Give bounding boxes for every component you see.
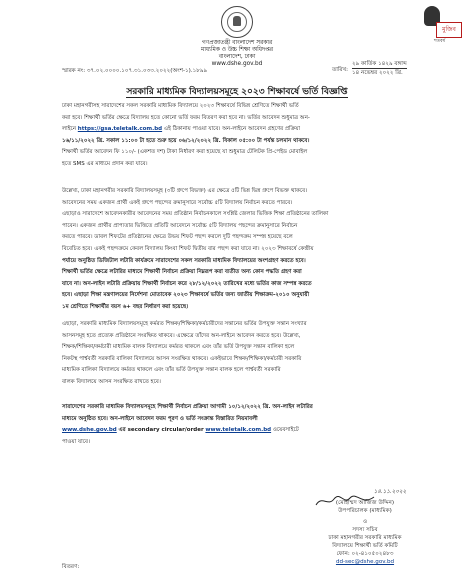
p1-line: ঢাকা মহানগরীসহ সারাদেশের সকল সরকারি মাধ্যমিক বিদ্যালয়ে ২০২৩ শিক্ষাবর্ষে বিভিন্ন শ্রেণিতে শিক্ষার্থী ভর্তি [62,103,299,109]
p2-line: এছাড়াও সারাদেশে আবেদনকারীর আবেদনের সময় প্রতিষ্ঠান নির্বাচনকালে সংশ্লিষ্ট জেলার ভিত্তিক শিক্ষা প্রতিষ্ঠানের তালিকা [62,211,329,218]
p1-line: করা হবে। শিক্ষার্থী ভর্তির ক্ষেত্রে বিদ্যালয় হতে কোনো ভর্তি ফরম বিতরণ করা হবে না। ভর্তির আবেদন শুধুমাত্র অন- [62,114,310,121]
p3-line: মাধ্যমিক বালিকা বিদ্যালয়ে কর্মরত থাকলে এবং তাঁর ভর্তি উপযুক্ত সন্তান বালক হলে পার্শ্ববর্তী সরকারি [62,367,281,374]
p2-line: হবে। এছাড়া শিক্ষা মন্ত্রণালয়ের নির্দেশনা মোতাবেক ২০২৩ শিক্ষাবর্ষে ভর্তির জন্য জাতীয় শিক্ষাক্রম-২০১০ অনুযায়ী [62,292,310,299]
p2-line: পর্যায়ে অনুষ্ঠিত ডিজিটাল লটারি কার্যক্রমে সারাদেশের সকল সরকারি মাধ্যমিক বিদ্যালয়ের অংশগ্রহণ করতে হবে। [62,257,306,264]
header-city: বাংলাদেশ, ঢাকা [218,54,256,60]
p3-line: এছাড়া, সরকারি মাধ্যমিক বিদ্যালয়সমূহে কর্মরত শিক্ষক/শিক্ষিকা/কর্মচারীদের সন্তানের ভর্তির উপযুক্ত সন্তান সংখ্যার [62,321,307,327]
date-english: ১৪ নভেম্বর ২০২২ খ্রি. [352,70,403,76]
p1-line: লাইনে https://gsa.teletalk.com.bd এই ঠিকানায় পাওয়া যাবে। অন-লাইনে আবেদন গ্রহণের প্রক্রিয়া [62,126,301,133]
committee-line-2: বিদ্যালয়ে শিক্ষার্থী ভর্তি কমিটি [332,543,398,549]
signer-and: ও [362,519,368,525]
p3-line: নিকটস্থ পার্শ্ববর্তী সরকারি বালিকা বিদ্যালয়ে আসন সংরক্ষিত থাকবে। একইভাবে শিক্ষক/শিক্ষিকা/কর্মচারী সরকারি [62,355,302,362]
signer-name: (মোহাম্মদ আজিজ উদ্দিন) [335,500,395,506]
header-office: মাধ্যমিক ও উচ্চ শিক্ষা অধিদপ্তর [201,47,273,53]
date-bangla: ২৯ কার্তিক ১৪২৯ বঙ্গাব্দ [352,61,407,67]
p4-line: পাওয়া যাবে। [62,438,90,445]
p1-line: ১৬/১১/২০২২ খ্রি. সকাল ১১:০০ টা হতে শুরু হয়ে ০৬/১২/২০২২ খ্রি. বিকাল ০৫:০০ টা পর্যন্ত চলমান থাকবে। [62,137,310,144]
p2-line: যাবে না। অন-লাইন লটারি প্রক্রিয়ায় শিক্ষার্থী নির্বাচন করে ২৮/১২/২০২২ তারিখের মধ্যে ভর্তির কাজ সম্পন্ন করতে [62,280,312,287]
paragraph-2 [62,186,424,314]
signer-designation: উপপরিচালক (মাধ্যমিক) [338,508,392,514]
p2-line: শিক্ষার্থী ভর্তির ক্ষেত্রে লটারির মাধ্যমে শিক্ষার্থী নির্বাচন প্রক্রিয়া নিম্নরূপ করা ব্যতীত অন্য কোন পদ্ধতি গ্রহণ করা [62,269,302,276]
teletalk-link[interactable]: www.teletalk.com.bd [205,427,272,434]
p2-line: পাবেন। একজন প্রার্থীর প্রাপ্যতার ভিত্তিতে প্রতিটি আবেদনে সর্বোচ্চ ৫টি বিদ্যালয় পছন্দের ক্রমানুসারে নির্বাচন [62,222,298,229]
paragraph-1 [62,101,424,171]
p4-line: মাধ্যমে অনুষ্ঠিত হবে। অন-লাইনে আবেদন ফরম পূরণ ও ভর্তি সংক্রান্ত বিস্তারিত নিয়মাবলী [62,415,258,422]
ref-number: ৩৭.০২.০০০০.১০৭.৩১.০৩৩.২০২২(অংশ-১).১৮৯৯ [86,68,208,74]
committee-line-1: ঢাকা মহানগরীর সরকারি মাধ্যমিক [328,535,402,541]
dshe-link[interactable]: www.dshe.gov.bd [62,427,117,434]
header-gov: গণপ্রজাতন্ত্রী বাংলাদেশ সরকার [201,40,273,46]
p2-line: ১ম শ্রেণিতে শিক্ষার্থীর বয়স ৬+ বছর নির্ধারণ করা হয়েছে। [62,303,189,310]
p2-line: উল্লেখ্য, ঢাকা মহানগরীর সরকারি বিদ্যালয়সমূহ (৩টি গ্রুপে বিভক্ত) এর ক্ষেত্রে ৫টি ভিন্ন ভিন্ন গ্রুপে বিভক্ত থাকবে। [62,188,308,194]
notice-title: সরকারি মাধ্যমিক বিদ্যালয়সমূহে ২০২৩ শিক্ষাবর্ষে ভর্তি বিজ্ঞপ্তি [126,87,348,97]
p2-line: করতে পারবে। ডাবল শিফটের প্রতিষ্ঠানের ক্ষেত্রে উভয় শিফট পছন্দ করলে দুটি পছন্দক্রম সম্পন্ন হয়েছে বলে [62,234,293,241]
signature-date: ১৪.১১.২০২২ [373,489,407,495]
p1-line: হতে SMS এর মাধ্যমে প্রদান করা যাবে। [62,160,148,167]
government-seal-icon [221,6,253,38]
memo-reference [62,67,207,76]
p1-line: শিক্ষার্থী ভর্তির আবেদন ফি ১১০/- (একশত দশ) টাকা নির্ধারণ করা হয়েছে যা শুধুমাত্র টেলিটক প্রি-পেইড মোবাইল [62,149,308,156]
header-website: www.dshe.gov.bd [211,61,263,67]
emblem-text: মুজিব [436,22,462,38]
p3-line: বালক বিদ্যালয়ে আসন সংরক্ষিত রাখতে হবে। [62,378,161,385]
paragraph-4 [62,402,424,448]
emblem-caption: শতবর্ষ [434,39,446,44]
p3-line: আসনসমূহ হতে প্রত্যেক প্রতিষ্ঠানে সংরক্ষিত থাকবে। এক্ষেত্রে তাঁদের অন-লাইনে আবেদন করতে হবে। উল্লেখ্য, [62,332,301,339]
paragraph-3 [62,319,424,389]
gsa-link[interactable]: https://gsa.teletalk.com.bd [77,126,163,133]
memo-dates [352,60,407,77]
p2-line: আবেদনের সময় একজন প্রার্থী একই গ্রুপে পছন্দের ক্রমানুসারে সর্বোচ্চ ৫টি বিদ্যালয় নির্বাচন করতে পারবে। [62,199,293,206]
signer-role: সদস্য সচিব [352,527,378,533]
p3-line: শিক্ষক/শিক্ষিকা/কর্মচারী মাধ্যমিক বালক বিদ্যালয়ে কর্মরত থাকলে এবং তাঁর ভর্তি উপযুক্ত সন্তান বালিকা হলে [62,344,295,351]
distribution-label: বিতরণ: [62,564,80,570]
p2-line: বিবেচিত হবে। একই পছন্দক্রমে কেবল বিদ্যালয় কিংবা শিফট দ্বিতীয় বার পছন্দ করা যাবে না। ২০২৩ শিক্ষাবর্ষে কেন্দ্রীয় [62,245,314,252]
p4-line: সারাদেশের সরকারি মাধ্যমিক বিদ্যালয়সমূহে শিক্ষার্থী নির্বাচন প্রক্রিয়া আগামী ১০/১২/২০২২ খ্রি. অন-লাইন লটারির [62,404,313,410]
mujib-centenary-logo-icon [422,6,462,48]
date-label: তারিখ: [332,67,349,73]
ref-label: স্মারক নং: [62,68,86,74]
signer-email[interactable]: dd-sec@dshe.gov.bd [335,559,395,565]
signer-phone: ফোন: ০২-৪১০৫০২৪৮৩ [336,551,394,557]
p4-links-line: www.dshe.gov.bd এর secondary circular/order www.teletalk.com.bd ওয়েবসাইটে [62,427,299,434]
